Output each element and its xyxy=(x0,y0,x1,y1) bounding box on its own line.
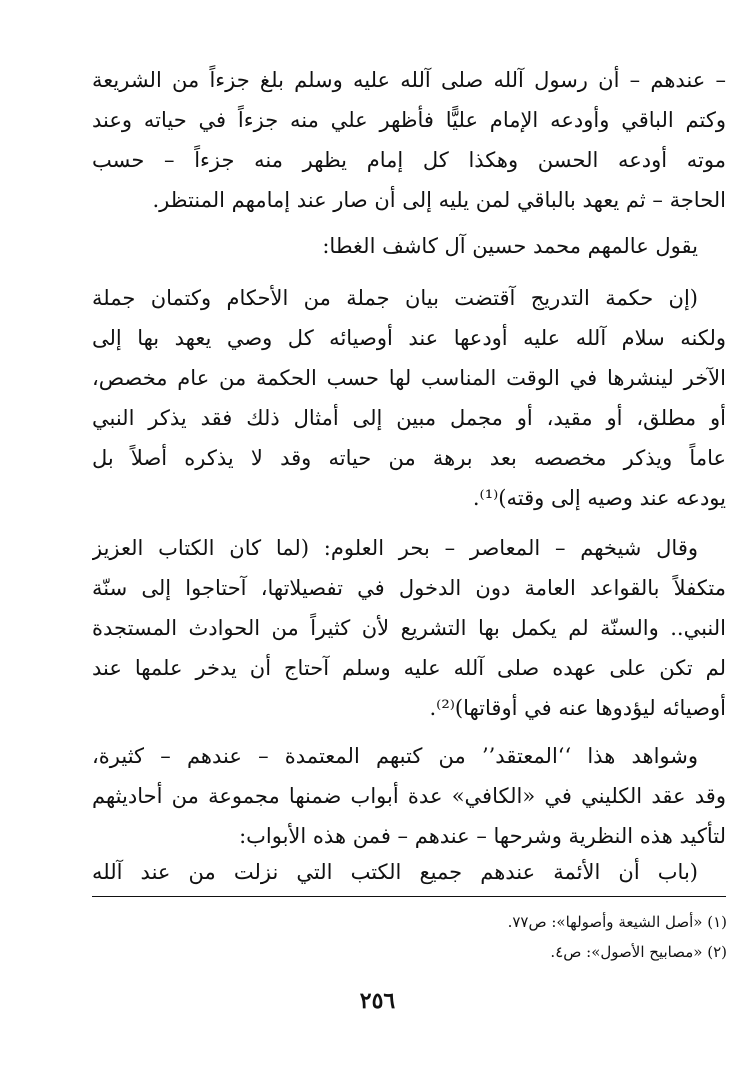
text-line: يقول عالمهم محمد حسين آل كاشف الغطا: xyxy=(322,234,698,258)
text-line: متكفلاً بالقواعد العامة دون الدخول في تفصيلاتها، آحتاجوا إلى سنّة xyxy=(92,576,726,600)
text-line: موته أودعه الحسن وهكذا كل إمام يظهر منه جزءاً – حسب xyxy=(92,148,726,172)
text-line: وشواهد هذا ‘‘المعتقد’’ من كتبهم المعتمدة – عندهم – كثيرة، xyxy=(92,744,698,768)
text-line: وقال شيخهم – المعاصر – بحر العلوم: (لما كان الكتاب العزيز xyxy=(92,536,698,560)
text-line: لتأكيد هذه النظرية وشرحها – عندهم – فمن هذه الأبواب: xyxy=(239,824,726,848)
text-line: أوصيائه ليؤدوها عنه في أوقاتها)⁽²⁾. xyxy=(429,696,726,720)
footnote-1: (١) «أصل الشيعة وأصولها»: ص٧٧. xyxy=(507,913,727,931)
text-line: الآخر لينشرها في الوقت المناسب لها حسب الحكمة من عام مخصص، xyxy=(92,366,726,390)
footnote-2: (٢) «مصابيح الأصول»: ص٤. xyxy=(550,943,727,961)
text-line: عاماً ويذكر مخصصه بعد برهة من حياته وقد لا يذكره أصلاً بل xyxy=(92,446,726,470)
footnote-separator xyxy=(92,896,726,897)
text-line: ولكنه سلام آلله عليه أودعها عند أوصيائه كل وصي يعهد بها إلى xyxy=(92,326,726,350)
text-line: لم تكن على عهده صلى آلله عليه وسلم آحتاج أن يدخر علمها عند xyxy=(92,656,726,680)
text-line: (باب أن الأئمة عندهم جميع الكتب التي نزلت من عند آلله xyxy=(92,860,698,884)
text-line: النبي.. والسنّة لم يكمل بها التشريع لأن كثيراً من الحوادث المستجدة xyxy=(92,616,726,640)
text-line: يودعه عند وصيه إلى وقته)⁽¹⁾. xyxy=(472,486,726,510)
text-line: أو مطلق، أو مقيد، أو مجمل مبين إلى أمثال ذلك فقد يذكر النبي xyxy=(92,406,726,430)
text-line: وقد عقد الكليني في «الكافي» عدة أبواب ضمنها مجموعة من أحاديثهم xyxy=(92,784,726,808)
text-line: (إن حكمة التدريج آقتضت بيان جملة من الأحكام وكتمان جملة xyxy=(92,286,698,310)
text-line: وكتم الباقي وأودعه الإمام عليًّا فأظهر علي منه جزءاً في حياته وعند xyxy=(92,108,726,132)
text-line: الحاجة – ثم يعهد بالباقي لمن يليه إلى أن صار عند إمامهم المنتظر. xyxy=(152,188,726,212)
page-number: ٢٥٦ xyxy=(359,988,396,1014)
text-line: – عندهم – أن رسول آلله صلى آلله عليه وسلم بلغ جزءاً من الشريعة xyxy=(92,68,726,92)
